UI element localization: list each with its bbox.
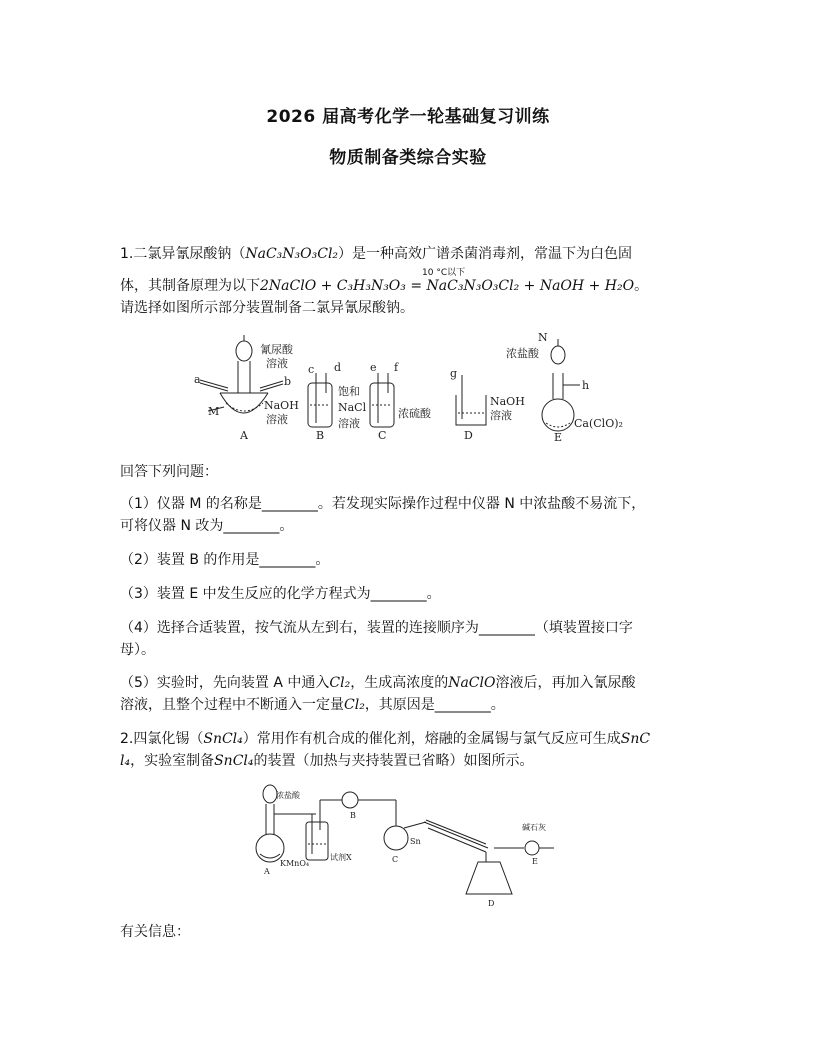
q1-part1b: 可将仪器 N 改为________。 [120,518,294,534]
q2-apparatus-figure [246,782,562,910]
fig2-label-C: C [392,855,399,864]
q1-part3: （3）装置 E 中发生反应的化学方程式为________。 [120,586,441,602]
doc-subtitle: 物质制备类综合实验 [329,148,487,168]
label-solD: 溶液 [490,409,512,422]
q1-part1a: （1）仪器 M 的名称是________。若发现实际操作过程中仪器 N 中浓盐酸不易流下， [120,496,646,512]
label-h2so4: 浓硫酸 [398,407,431,420]
label-h: h [582,379,590,392]
fig2-label-B: B [350,811,356,820]
q1-part5b: 溶液，且整个过程中不断通入一定量Cl₂，其原因是________。 [120,697,505,713]
label-C: C [378,429,387,442]
q2-info: 有关信息： [120,924,190,940]
label-M: M [208,405,220,418]
fig2-label-lime: 碱石灰 [522,823,546,832]
reaction-condition: 10 °C以下 [422,268,466,278]
label-D: D [464,429,473,442]
q1-line3: 请选择如图所示部分装置制备二氯异氰尿酸钠。 [120,300,414,316]
label-N: N [538,333,548,344]
label-a: a [194,373,201,386]
fig2-label-D: D [488,899,495,908]
label-reagent-top: 氰尿酸 [260,343,293,356]
doc-title: 2026 届高考化学一轮基础复习训练 [266,107,550,127]
label-sat: 饱和 [338,385,360,398]
q1-part5a: （5）实验时，先向装置 A 中通入Cl₂，生成高浓度的NaClO溶液后，再加入氰尿酸 [120,675,636,691]
q1-equation: 2NaClO + C₃H₃N₃O₃ = NaC₃N₃O₃Cl₂ + NaOH + H₂O [260,278,635,294]
label-hcl: 浓盐酸 [506,347,539,360]
fig2-label-x: 试剂X [330,853,352,862]
q1-prompt: 回答下列问题： [120,464,218,480]
label-f: f [394,361,399,374]
q1-part4a: （4）选择合适装置，按气流从左到右，装置的连接顺序为________（填装置接口字 [120,620,633,636]
fig2-label-A: A [264,867,270,876]
q2-line2: l₄，实验室制备SnCl₄的装置（加热与夹持装置已省略）如图所示。 [120,753,534,769]
fig2-label-hcl: 浓盐酸 [276,791,300,800]
label-naoh2: 溶液 [266,413,288,426]
q1-apparatus-figure [188,333,628,445]
label-naoh: NaOH [264,399,299,412]
label-d: d [334,361,342,374]
fig2-label-E: E [532,857,538,866]
label-e: e [370,361,377,374]
label-naohD: NaOH [490,395,525,408]
label-B: B [316,429,325,442]
label-E: E [554,431,563,444]
q2-line1: 2.四氯化锡（SnCl₄）常用作有机合成的催化剂，熔融的金属锡与氯气反应可生成SnC [120,731,651,747]
q1-part4b: 母）。 [120,642,155,658]
label-reagent-top2: 溶液 [266,357,288,370]
q1-line2: 体，其制备原理为以下2NaClO + C₃H₃N₃O₃ = NaC₃N₃O₃Cl₂ + NaOH + H₂O。 [120,278,649,294]
label-A: A [240,429,248,442]
label-c: c [308,363,315,376]
q1-line1: 1.二氯异氰尿酸钠（NaC₃N₃O₃Cl₂）是一种高效广谱杀菌消毒剂，常温下为白色固 [120,246,633,262]
q1-part2: （2）装置 B 的作用是________。 [120,552,330,568]
q1-formula: NaC₃N₃O₃Cl₂ [245,246,339,262]
fig2-label-kmno4: KMnO₄ [280,859,310,868]
label-g: g [450,367,458,380]
label-b: b [284,375,292,388]
label-nacl: NaCl [338,401,367,414]
label-caclo: Ca(ClO)₂ [574,417,623,430]
fig2-label-sn: Sn [410,837,421,846]
label-sol: 溶液 [338,417,360,430]
